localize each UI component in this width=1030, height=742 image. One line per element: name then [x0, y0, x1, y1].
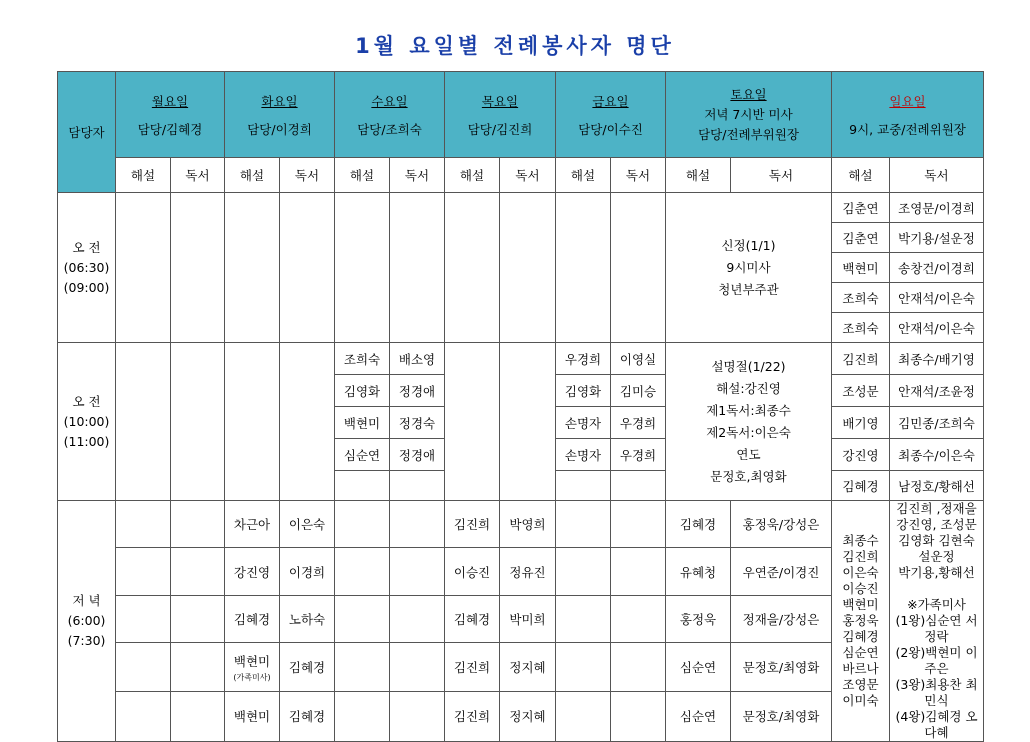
slot2-sun-haeseol: 김혜경 [832, 471, 890, 501]
slot3-fri-dokseo [611, 691, 666, 741]
slot3-sun-dokseo-item: 김영화 김현숙 [898, 533, 975, 548]
slot2-sun-haeseol: 강진영 [832, 439, 890, 471]
slot3-fri-dokseo [611, 595, 666, 642]
slot3-wed-dokseo [390, 691, 445, 741]
slot1-sun-dokseo: 안재석/이은숙 [890, 313, 984, 343]
slot3-sat-haeseol: 심순연 [666, 643, 731, 692]
tuesday-label: 화요일 [261, 93, 298, 109]
slot1-fri-dokseo [611, 193, 666, 343]
slot1-wed-haeseol [335, 193, 390, 343]
slot2-fri-haeseol: 김영화 [556, 375, 611, 407]
slot3-label-line2: (6:00) [67, 613, 106, 628]
slot1-fri-haeseol [556, 193, 611, 343]
slot2-sat-line2: 해설:강진영 [716, 380, 781, 396]
slot2-sun-haeseol: 배기영 [832, 407, 890, 439]
slot3-fri-haeseol [556, 643, 611, 692]
slot2-wed-dokseo: 정경애 [390, 375, 445, 407]
slot3-sun-dokseo-item: 김진희 ,정재을 [896, 501, 977, 516]
slot2-tue-haeseol [225, 343, 280, 501]
slot3-sun-haeseol-item: 이승진 [842, 581, 879, 596]
slot1-sun-haeseol: 김춘연 [832, 223, 890, 253]
slot1-sat-line1: 신정(1/1) [721, 237, 776, 253]
saturday-label: 토요일 [730, 86, 767, 102]
slot3-mon-dokseo [171, 501, 225, 548]
slot3-sun-dokseo-item: (3왕)최용찬 최민식 [895, 677, 978, 708]
slot1-sat-line2: 9시미사 [726, 259, 771, 275]
slot1-label-line1: 오 전 [72, 239, 101, 255]
slot3-wed-haeseol [335, 691, 390, 741]
slot3-sun-haeseol-item: 이은숙 [842, 565, 879, 580]
friday-header [556, 72, 666, 158]
thu-haeseol-header: 해설 [445, 158, 500, 193]
slot2-sun-haeseol: 조성문 [832, 375, 890, 407]
fri-dokseo-header: 독서 [611, 158, 666, 193]
family-mass-note: (가족미사) [233, 672, 271, 682]
slot2-fri-haeseol: 우경희 [556, 343, 611, 375]
slot3-sat-haeseol: 심순연 [666, 691, 731, 741]
slot1-label-line3: (09:00) [63, 279, 110, 295]
sunday-label: 일요일 [889, 93, 926, 109]
slot3-mon-dokseo [171, 595, 225, 642]
slot2-sun-dokseo: 남정호/황해선 [890, 471, 984, 501]
slot3-sun-haeseol-item: 김혜경 [842, 629, 879, 644]
slot2-sat-line5: 연도 [736, 446, 761, 462]
slot3-thu-haeseol: 이승진 [445, 548, 500, 595]
sun-dokseo-header: 독서 [890, 158, 984, 193]
slot3-sun-haeseol-item: 최종수 [842, 533, 879, 548]
slot1-mon-dokseo [171, 193, 225, 343]
slot1-row [58, 193, 984, 223]
slot2-wed-haeseol: 조희숙 [335, 343, 390, 375]
slot3-thu-haeseol: 김진희 [445, 643, 500, 692]
slot2-sun-dokseo: 최종수/배기영 [890, 343, 984, 375]
slot1-sun-dokseo: 박기용/설운정 [890, 223, 984, 253]
slot1-sun-dokseo: 송창건/이경희 [890, 253, 984, 283]
saturday-note: 저녁 7시반 미사 [704, 106, 793, 122]
slot3-tue-haeseol-name: 백현미 [233, 653, 271, 669]
slot2-sun-dokseo: 안재석/조윤정 [890, 375, 984, 407]
slot3-fri-dokseo [611, 548, 666, 595]
slot3-label-line1: 저 녁 [72, 593, 101, 608]
slot2-label-line3: (11:00) [63, 433, 110, 449]
slot3-mon-haeseol [116, 548, 171, 595]
slot1-sun-haeseol: 김춘연 [832, 193, 890, 223]
slot2-thu-dokseo [500, 343, 556, 501]
monday-header [116, 72, 225, 158]
sunday-header [832, 72, 984, 158]
slot2-mon-haeseol [116, 343, 171, 501]
slot1-sun-dokseo: 안재석/이은숙 [890, 283, 984, 313]
slot2-wed-dokseo-empty [390, 471, 445, 501]
slot3-mon-haeseol [116, 643, 171, 692]
slot2-thu-haeseol [445, 343, 500, 501]
slot2-tue-dokseo [280, 343, 335, 501]
slot3-sun-haeseol-list [832, 501, 890, 742]
slot2-wed-haeseol: 심순연 [335, 439, 390, 471]
slot3-sun-haeseol-item: 김진희 [842, 549, 879, 564]
slot1-label-line2: (06:30) [63, 259, 110, 275]
slot3-sun-dokseo-item: 설운정 [918, 549, 955, 564]
slot2-wed-haeseol: 백현미 [335, 407, 390, 439]
slot3-tue-dokseo: 김혜경 [280, 691, 335, 741]
slot1-thu-haeseol [445, 193, 500, 343]
slot1-sat-line3: 청년부주관 [718, 281, 779, 297]
slot3-wed-haeseol [335, 548, 390, 595]
slot2-fri-dokseo-empty [611, 471, 666, 501]
slot1-label [58, 193, 116, 343]
thursday-person: 담당/김진희 [467, 121, 533, 137]
slot3-fri-haeseol [556, 548, 611, 595]
sat-dokseo-header: 독서 [731, 158, 832, 193]
mon-dokseo-header: 독서 [171, 158, 225, 193]
thursday-label: 목요일 [481, 93, 519, 109]
slot2-fri-dokseo: 이영실 [611, 343, 666, 375]
slot3-sat-dokseo: 우연준/이경진 [731, 548, 832, 595]
tue-dokseo-header: 독서 [280, 158, 335, 193]
sun-haeseol-header: 해설 [832, 158, 890, 193]
slot1-thu-dokseo [500, 193, 556, 343]
slot3-row [58, 501, 984, 548]
monday-label: 월요일 [151, 93, 189, 109]
slot3-label-line3: (7:30) [67, 633, 106, 648]
slot3-fri-dokseo [611, 643, 666, 692]
slot3-thu-dokseo: 정지혜 [500, 691, 556, 741]
slot2-fri-dokseo: 우경희 [611, 439, 666, 471]
slot3-sat-haeseol: 홍정욱 [666, 595, 731, 642]
slot2-fri-haeseol-empty [556, 471, 611, 501]
slot3-sat-haeseol: 유혜청 [666, 548, 731, 595]
slot3-thu-dokseo: 정지혜 [500, 643, 556, 692]
slot2-fri-haeseol: 손명자 [556, 439, 611, 471]
slot3-tue-dokseo: 이경희 [280, 548, 335, 595]
slot1-tue-dokseo [280, 193, 335, 343]
slot2-wed-dokseo: 정경숙 [390, 407, 445, 439]
slot3-wed-haeseol [335, 595, 390, 642]
slot3-wed-dokseo [390, 643, 445, 692]
slot1-sun-haeseol: 백현미 [832, 253, 890, 283]
slot2-label [58, 343, 116, 501]
wednesday-label: 수요일 [371, 93, 408, 109]
slot2-mon-dokseo [171, 343, 225, 501]
slot2-label-line1: 오 전 [72, 393, 101, 409]
slot3-mon-haeseol [116, 595, 171, 642]
sat-haeseol-header: 해설 [666, 158, 731, 193]
slot3-mon-dokseo [171, 643, 225, 692]
slot1-wed-dokseo [390, 193, 445, 343]
header-row [58, 72, 984, 158]
friday-label: 금요일 [592, 93, 629, 109]
slot3-mon-dokseo [171, 548, 225, 595]
slot1-mon-haeseol [116, 193, 171, 343]
slot2-sat-line4: 제2독서:이은숙 [706, 424, 791, 440]
slot3-tue-dokseo: 김혜경 [280, 643, 335, 692]
slot3-sat-dokseo: 정재을/강성은 [731, 595, 832, 642]
slot3-sun-dokseo-list [890, 501, 984, 742]
slot2-sat-line6: 문정호,최영화 [710, 468, 787, 484]
slot2-saturday-cell [666, 343, 832, 501]
slot3-mon-dokseo [171, 691, 225, 741]
slot1-sun-haeseol: 조희숙 [832, 313, 890, 343]
slot3-sun-haeseol-item: 심순연 [842, 645, 879, 660]
mon-haeseol-header: 해설 [116, 158, 171, 193]
slot3-fri-haeseol [556, 691, 611, 741]
slot2-row [58, 343, 984, 375]
subheader-row [58, 158, 984, 193]
slot3-sun-haeseol-item: 이미숙 [842, 693, 879, 708]
slot3-sun-dokseo-item: (4왕)김혜경 오다혜 [895, 709, 978, 740]
slot3-fri-dokseo [611, 501, 666, 548]
thursday-header [445, 72, 556, 158]
page-title: 1월 요일별 전례봉사자 명단 [355, 34, 675, 58]
slot3-tue-haeseol: 차근아 [225, 501, 280, 548]
schedule-table [57, 71, 984, 742]
tuesday-person: 담당/이경희 [247, 121, 312, 137]
slot3-sat-dokseo: 홍정욱/강성은 [731, 501, 832, 548]
slot2-wed-haeseol-empty [335, 471, 390, 501]
friday-person: 담당/이수진 [578, 121, 643, 137]
slot3-tue-dokseo: 이은숙 [280, 501, 335, 548]
slot3-mon-haeseol [116, 691, 171, 741]
slot3-wed-haeseol [335, 643, 390, 692]
wednesday-header [335, 72, 445, 158]
slot2-sat-line1: 설명절(1/22) [711, 358, 786, 374]
slot3-thu-haeseol: 김진희 [445, 501, 500, 548]
saturday-header [666, 72, 832, 158]
tue-haeseol-header: 해설 [225, 158, 280, 193]
slot3-thu-haeseol: 김진희 [445, 691, 500, 741]
slot3-sun-haeseol-item: 백현미 [842, 597, 879, 612]
wed-dokseo-header: 독서 [390, 158, 445, 193]
slot3-sat-haeseol: 김혜경 [666, 501, 731, 548]
slot3-sun-dokseo-item: ※가족미사 [907, 597, 966, 612]
slot2-fri-dokseo: 우경희 [611, 407, 666, 439]
slot3-tue-haeseol [225, 643, 280, 692]
slot3-sun-dokseo-item: (2왕)백현미 이주은 [895, 645, 978, 676]
slot3-tue-haeseol: 김혜경 [225, 595, 280, 642]
slot3-sun-dokseo-item: 강진영, 조성문 [896, 517, 977, 532]
slot3-sun-dokseo-item: 박기용,황해선 [898, 565, 975, 580]
wed-haeseol-header: 해설 [335, 158, 390, 193]
slot3-thu-haeseol: 김혜경 [445, 595, 500, 642]
slot3-thu-dokseo: 정유진 [500, 548, 556, 595]
slot3-sat-dokseo: 문정호/최영화 [731, 643, 832, 692]
tuesday-header [225, 72, 335, 158]
slot3-mon-haeseol [116, 501, 171, 548]
wednesday-person: 담당/조희숙 [357, 121, 422, 137]
slot3-fri-haeseol [556, 501, 611, 548]
slot2-wed-dokseo: 배소영 [390, 343, 445, 375]
slot3-sun-haeseol-item: 바르나 [842, 661, 879, 676]
slot3-sun-haeseol-item: 홍정욱 [842, 613, 879, 628]
slot3-thu-dokseo: 박미희 [500, 595, 556, 642]
slot1-sun-haeseol: 조희숙 [832, 283, 890, 313]
slot3-tue-haeseol: 강진영 [225, 548, 280, 595]
slot3-sun-dokseo-item: (1왕)심순연 서정락 [895, 613, 978, 644]
slot2-fri-haeseol: 손명자 [556, 407, 611, 439]
slot2-wed-haeseol: 김영화 [335, 375, 390, 407]
slot3-sun-haeseol-item: 조영문 [842, 677, 879, 692]
slot3-tue-dokseo: 노하숙 [280, 595, 335, 642]
slot3-wed-haeseol [335, 501, 390, 548]
slot3-tue-haeseol: 백현미 [225, 691, 280, 741]
sunday-person: 9시, 교중/전례위원장 [849, 121, 966, 137]
slot2-wed-dokseo: 정경애 [390, 439, 445, 471]
slot1-tue-haeseol [225, 193, 280, 343]
slot3-thu-dokseo: 박영희 [500, 501, 556, 548]
slot2-sun-dokseo: 김민종/조희숙 [890, 407, 984, 439]
slot2-sun-haeseol: 김진희 [832, 343, 890, 375]
slot3-fri-haeseol [556, 595, 611, 642]
slot3-wed-dokseo [390, 501, 445, 548]
slot3-wed-dokseo [390, 595, 445, 642]
fri-haeseol-header: 해설 [556, 158, 611, 193]
slot3-label [58, 501, 116, 742]
damdangja-header: 담당자 [58, 72, 116, 193]
thu-dokseo-header: 독서 [500, 158, 556, 193]
slot2-label-line2: (10:00) [63, 413, 110, 429]
slot1-saturday-cell [666, 193, 832, 343]
monday-person: 담당/김혜경 [137, 121, 203, 137]
slot2-sat-line3: 제1독서:최종수 [706, 402, 791, 418]
saturday-person: 담당/전례부위원장 [698, 126, 799, 142]
slot2-fri-dokseo: 김미승 [611, 375, 666, 407]
slot1-sun-dokseo: 조영문/이경희 [890, 193, 984, 223]
slot2-sun-dokseo: 최종수/이은숙 [890, 439, 984, 471]
slot3-wed-dokseo [390, 548, 445, 595]
slot3-sat-dokseo: 문정호/최영화 [731, 691, 832, 741]
